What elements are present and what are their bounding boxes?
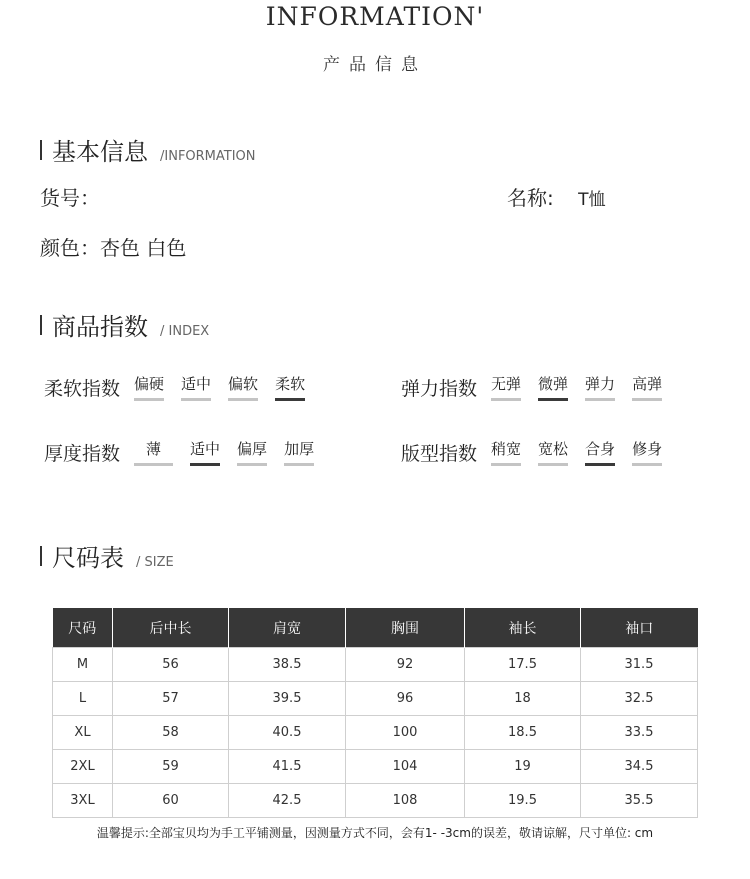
table-cell: 92 (346, 648, 465, 682)
table-row (53, 716, 698, 750)
measurement-note: 温馨提示:全部宝贝均为手工平铺测量，因测量方式不同，会有1- -3cm的误差，敬请谅解，尺寸单位: cm (96, 826, 654, 840)
table-cell: 31.5 (581, 648, 698, 682)
table-row (53, 682, 698, 716)
table-cell: M (53, 648, 113, 682)
index-option: 高弹 (632, 375, 662, 401)
page-subtitle: 产品信息 (323, 55, 427, 75)
table-cell: 41.5 (229, 750, 346, 784)
table-row (53, 750, 698, 784)
table-cell: L (53, 682, 113, 716)
table-cell: 18.5 (465, 716, 581, 750)
section-index-header (40, 307, 209, 342)
table-cell: 100 (346, 716, 465, 750)
table-cell: 17.5 (465, 648, 581, 682)
section-subtitle: / SIZE (136, 555, 174, 570)
index-option-selected: 微弹 (538, 375, 568, 401)
page-title: INFORMATION' (265, 2, 485, 31)
item-number-label: 货号： (40, 186, 100, 210)
index-option-selected: 适中 (190, 440, 220, 466)
size-table (52, 608, 698, 818)
section-marker (40, 315, 42, 335)
table-cell: 2XL (53, 750, 113, 784)
column-header: 肩宽 (229, 608, 346, 648)
index-option: 薄 (134, 440, 173, 466)
section-marker (40, 546, 42, 566)
index-option-selected: 合身 (585, 440, 615, 466)
index-label: 弹力指数 (401, 378, 478, 400)
index-option: 偏硬 (134, 375, 164, 401)
index-option: 加厚 (284, 440, 314, 466)
index-option: 偏厚 (237, 440, 267, 466)
section-basic-header (40, 132, 256, 167)
column-header: 袖口 (581, 608, 698, 648)
table-cell: 40.5 (229, 716, 346, 750)
index-row-fit (401, 439, 662, 466)
section-title: 尺码表 (52, 544, 124, 572)
table-cell: XL (53, 716, 113, 750)
section-subtitle: / INDEX (160, 324, 210, 339)
table-cell: 38.5 (229, 648, 346, 682)
table-cell: 57 (113, 682, 229, 716)
section-subtitle: /INFORMATION (160, 149, 256, 164)
table-cell: 33.5 (581, 716, 698, 750)
table-cell: 39.5 (229, 682, 346, 716)
column-header: 后中长 (113, 608, 229, 648)
index-option: 宽松 (538, 440, 568, 466)
index-label: 柔软指数 (44, 378, 121, 400)
index-label: 版型指数 (401, 443, 478, 465)
table-cell: 108 (346, 784, 465, 818)
index-option: 稍宽 (491, 440, 521, 466)
table-cell: 3XL (53, 784, 113, 818)
index-row-elasticity (401, 374, 662, 401)
section-title: 基本信息 (52, 138, 148, 166)
section-title: 商品指数 (52, 313, 148, 341)
index-option: 偏软 (228, 375, 258, 401)
index-option: 修身 (632, 440, 662, 466)
table-row (53, 784, 698, 818)
table-cell: 56 (113, 648, 229, 682)
section-size-header (40, 538, 174, 573)
index-option: 无弹 (491, 375, 521, 401)
table-cell: 18 (465, 682, 581, 716)
table-cell: 104 (346, 750, 465, 784)
index-option: 弹力 (585, 375, 615, 401)
table-cell: 58 (113, 716, 229, 750)
color-line (40, 232, 186, 261)
index-option: 适中 (181, 375, 211, 401)
table-cell: 32.5 (581, 682, 698, 716)
product-name (507, 182, 606, 211)
index-option-selected: 柔软 (275, 375, 305, 401)
column-header: 胸围 (346, 608, 465, 648)
table-cell: 34.5 (581, 750, 698, 784)
table-cell: 19 (465, 750, 581, 784)
section-marker (40, 140, 42, 160)
table-cell: 35.5 (581, 784, 698, 818)
color-value: 杏色 白色 (100, 236, 187, 260)
column-header: 袖长 (465, 608, 581, 648)
table-cell: 19.5 (465, 784, 581, 818)
index-row-thickness (44, 439, 331, 466)
table-cell: 42.5 (229, 784, 346, 818)
column-header: 尺码 (53, 608, 113, 648)
index-label: 厚度指数 (44, 443, 121, 465)
table-row (53, 648, 698, 682)
product-name-label: 名称: (507, 186, 554, 210)
table-cell: 59 (113, 750, 229, 784)
index-row-softness (44, 374, 322, 401)
table-header-row (53, 608, 698, 648)
table-cell: 96 (346, 682, 465, 716)
table-cell: 60 (113, 784, 229, 818)
product-name-value: T恤 (578, 190, 606, 210)
color-label: 颜色： (40, 236, 100, 260)
